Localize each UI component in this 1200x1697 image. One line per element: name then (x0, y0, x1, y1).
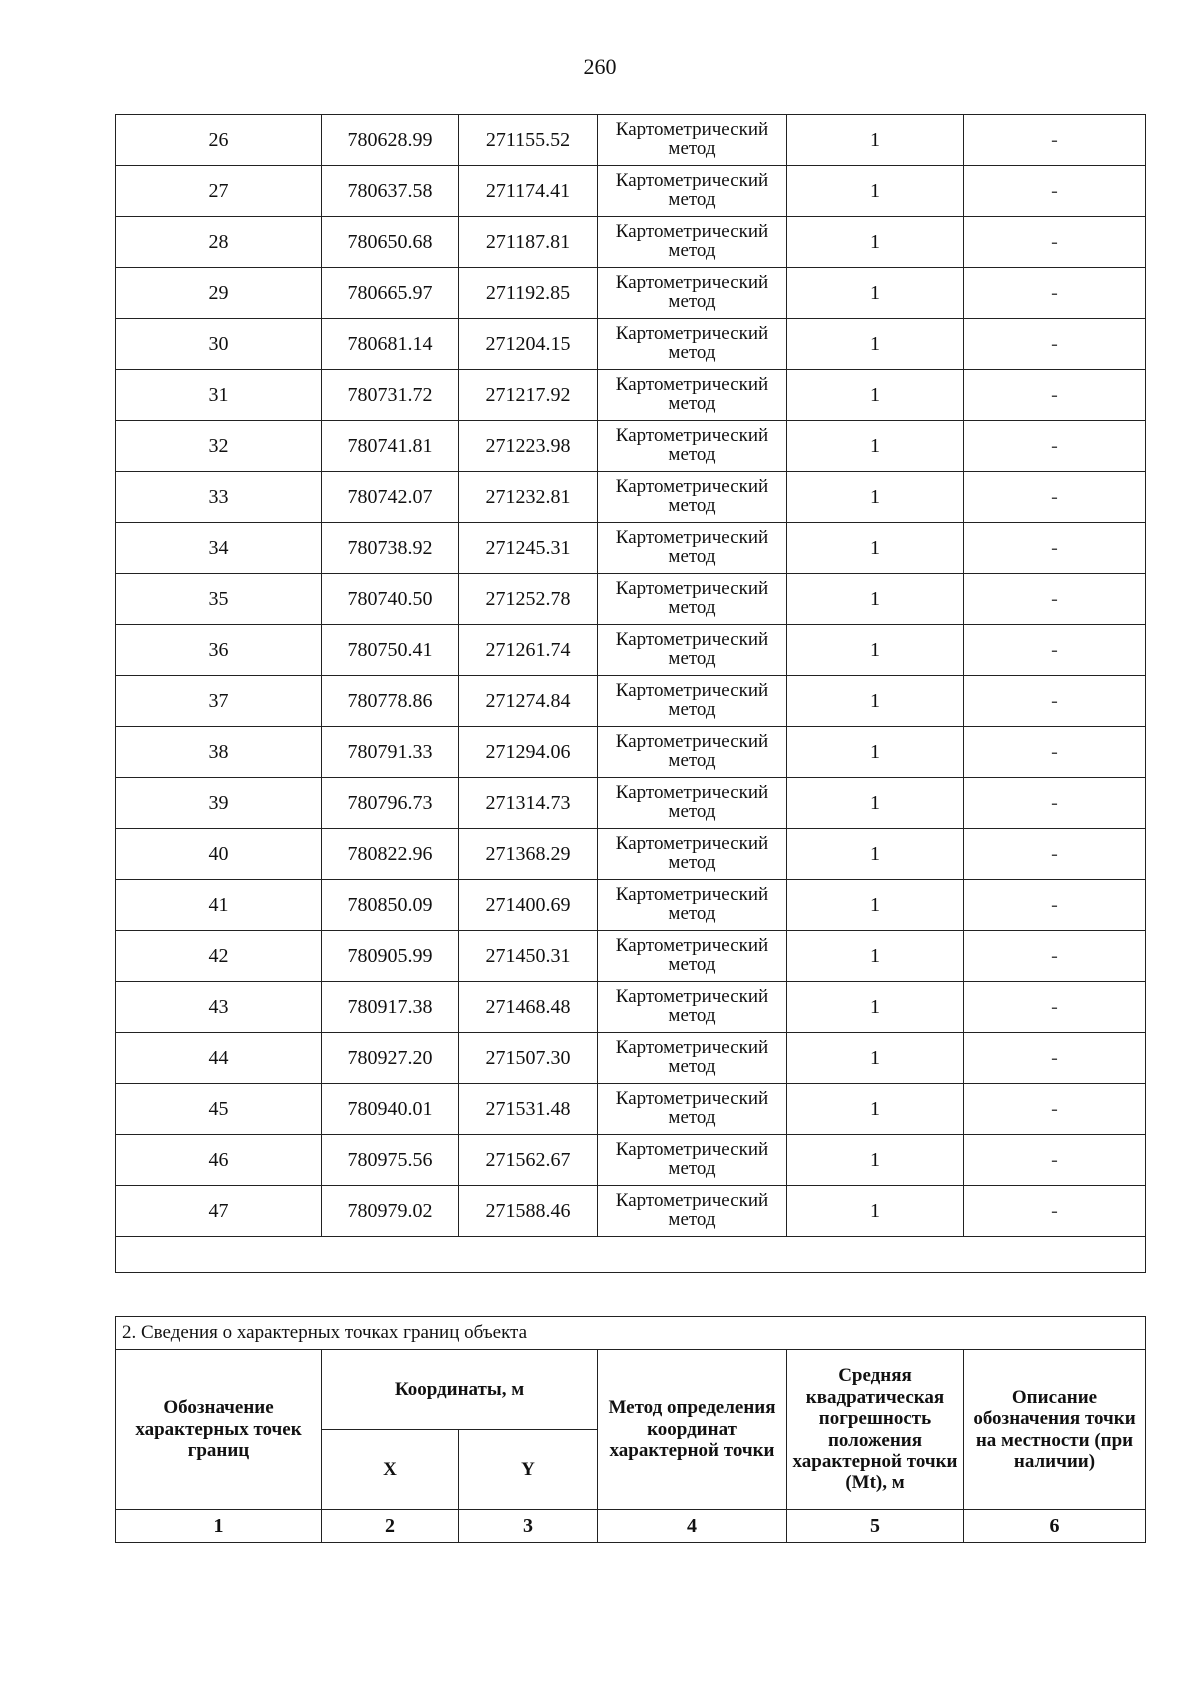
method-cell: Картометрический метод (598, 268, 787, 319)
point-number-cell: 44 (116, 1033, 322, 1084)
header-y: Y (459, 1430, 598, 1510)
error-cell: 1 (787, 1186, 964, 1237)
x-coordinate-cell: 780681.14 (322, 319, 459, 370)
x-coordinate-cell: 780741.81 (322, 421, 459, 472)
section2-table (115, 1316, 1146, 1543)
description-cell: - (964, 1135, 1146, 1186)
x-coordinate-cell: 780940.01 (322, 1084, 459, 1135)
table-row (116, 829, 1146, 880)
y-coordinate-cell: 271245.31 (459, 523, 598, 574)
error-cell: 1 (787, 217, 964, 268)
description-cell: - (964, 472, 1146, 523)
coordinates-table (115, 114, 1146, 1273)
method-cell: Картометрический метод (598, 421, 787, 472)
method-cell: Картометрический метод (598, 1135, 787, 1186)
column-number: 2 (322, 1510, 459, 1543)
x-coordinate-cell: 780742.07 (322, 472, 459, 523)
point-number-cell: 47 (116, 1186, 322, 1237)
method-cell: Картометрический метод (598, 829, 787, 880)
y-coordinate-cell: 271232.81 (459, 472, 598, 523)
error-cell: 1 (787, 778, 964, 829)
point-number-cell: 29 (116, 268, 322, 319)
table-row (116, 217, 1146, 268)
description-cell: - (964, 727, 1146, 778)
error-cell: 1 (787, 166, 964, 217)
y-coordinate-cell: 271155.52 (459, 115, 598, 166)
table-row (116, 1084, 1146, 1135)
error-cell: 1 (787, 1135, 964, 1186)
description-cell: - (964, 880, 1146, 931)
point-number-cell: 30 (116, 319, 322, 370)
page-number: 260 (583, 54, 617, 79)
point-number-cell: 46 (116, 1135, 322, 1186)
table-row (116, 1033, 1146, 1084)
y-coordinate-cell: 271562.67 (459, 1135, 598, 1186)
description-cell: - (964, 217, 1146, 268)
table-row (116, 370, 1146, 421)
description-cell: - (964, 931, 1146, 982)
error-cell: 1 (787, 472, 964, 523)
description-cell: - (964, 268, 1146, 319)
error-cell: 1 (787, 676, 964, 727)
x-coordinate-cell: 780750.41 (322, 625, 459, 676)
method-cell: Картометрический метод (598, 880, 787, 931)
table-row (116, 1186, 1146, 1237)
x-coordinate-cell: 780637.58 (322, 166, 459, 217)
method-cell: Картометрический метод (598, 472, 787, 523)
description-cell: - (964, 115, 1146, 166)
error-cell: 1 (787, 1084, 964, 1135)
method-cell: Картометрический метод (598, 1084, 787, 1135)
table-row (116, 982, 1146, 1033)
x-coordinate-cell: 780850.09 (322, 880, 459, 931)
description-cell: - (964, 778, 1146, 829)
coordinates-table-body (116, 115, 1146, 1273)
y-coordinate-cell: 271204.15 (459, 319, 598, 370)
description-cell: - (964, 574, 1146, 625)
y-coordinate-cell: 271507.30 (459, 1033, 598, 1084)
table-row (116, 268, 1146, 319)
error-cell: 1 (787, 268, 964, 319)
x-coordinate-cell: 780731.72 (322, 370, 459, 421)
table-row (116, 115, 1146, 166)
point-number-cell: 26 (116, 115, 322, 166)
header-description: Описание обозначения точки на местности (при наличии) (964, 1350, 1146, 1510)
method-cell: Картометрический метод (598, 727, 787, 778)
error-cell: 1 (787, 115, 964, 166)
method-cell: Картометрический метод (598, 115, 787, 166)
point-number-cell: 31 (116, 370, 322, 421)
method-cell: Картометрический метод (598, 625, 787, 676)
method-cell: Картометрический метод (598, 676, 787, 727)
y-coordinate-cell: 271368.29 (459, 829, 598, 880)
x-coordinate-cell: 780628.99 (322, 115, 459, 166)
x-coordinate-cell: 780650.68 (322, 217, 459, 268)
header-error: Средняя квадратическая погрешность положения характерной точки (Mt), м (787, 1350, 964, 1510)
table-row (116, 931, 1146, 982)
x-coordinate-cell: 780975.56 (322, 1135, 459, 1186)
error-cell: 1 (787, 829, 964, 880)
description-cell: - (964, 1186, 1146, 1237)
point-number-cell: 32 (116, 421, 322, 472)
table-row (116, 523, 1146, 574)
column-number: 3 (459, 1510, 598, 1543)
error-cell: 1 (787, 574, 964, 625)
method-cell: Картометрический метод (598, 931, 787, 982)
point-number-cell: 42 (116, 931, 322, 982)
y-coordinate-cell: 271174.41 (459, 166, 598, 217)
x-coordinate-cell: 780740.50 (322, 574, 459, 625)
x-coordinate-cell: 780905.99 (322, 931, 459, 982)
point-number-cell: 40 (116, 829, 322, 880)
error-cell: 1 (787, 727, 964, 778)
description-cell: - (964, 421, 1146, 472)
x-coordinate-cell: 780665.97 (322, 268, 459, 319)
table-row (116, 778, 1146, 829)
table-row (116, 1135, 1146, 1186)
error-cell: 1 (787, 421, 964, 472)
point-number-cell: 34 (116, 523, 322, 574)
description-cell: - (964, 982, 1146, 1033)
x-coordinate-cell: 780927.20 (322, 1033, 459, 1084)
description-cell: - (964, 523, 1146, 574)
y-coordinate-cell: 271192.85 (459, 268, 598, 319)
column-number: 5 (787, 1510, 964, 1543)
table-row (116, 166, 1146, 217)
description-cell: - (964, 1033, 1146, 1084)
column-number: 6 (964, 1510, 1146, 1543)
column-number: 1 (116, 1510, 322, 1543)
point-number-cell: 33 (116, 472, 322, 523)
point-number-cell: 45 (116, 1084, 322, 1135)
point-number-cell: 38 (116, 727, 322, 778)
header-x: X (322, 1430, 459, 1510)
header-designation: Обозначение характерных точек границ (116, 1350, 322, 1510)
method-cell: Картометрический метод (598, 982, 787, 1033)
point-number-cell: 37 (116, 676, 322, 727)
description-cell: - (964, 319, 1146, 370)
description-cell: - (964, 370, 1146, 421)
method-cell: Картометрический метод (598, 217, 787, 268)
column-number: 4 (598, 1510, 787, 1543)
method-cell: Картометрический метод (598, 319, 787, 370)
error-cell: 1 (787, 880, 964, 931)
x-coordinate-cell: 780979.02 (322, 1186, 459, 1237)
table-row (116, 319, 1146, 370)
error-cell: 1 (787, 982, 964, 1033)
error-cell: 1 (787, 370, 964, 421)
table-row (116, 472, 1146, 523)
error-cell: 1 (787, 625, 964, 676)
point-number-cell: 35 (116, 574, 322, 625)
method-cell: Картометрический метод (598, 778, 787, 829)
y-coordinate-cell: 271261.74 (459, 625, 598, 676)
y-coordinate-cell: 271252.78 (459, 574, 598, 625)
y-coordinate-cell: 271274.84 (459, 676, 598, 727)
y-coordinate-cell: 271187.81 (459, 217, 598, 268)
section-title: 2. Сведения о характерных точках границ объекта (116, 1317, 1146, 1350)
x-coordinate-cell: 780917.38 (322, 982, 459, 1033)
empty-row (116, 1237, 1146, 1273)
empty-cell (116, 1237, 1146, 1273)
error-cell: 1 (787, 931, 964, 982)
x-coordinate-cell: 780778.86 (322, 676, 459, 727)
description-cell: - (964, 166, 1146, 217)
y-coordinate-cell: 271314.73 (459, 778, 598, 829)
error-cell: 1 (787, 1033, 964, 1084)
description-cell: - (964, 676, 1146, 727)
error-cell: 1 (787, 523, 964, 574)
table-row (116, 625, 1146, 676)
table-row (116, 676, 1146, 727)
error-cell: 1 (787, 319, 964, 370)
point-number-cell: 36 (116, 625, 322, 676)
method-cell: Картометрический метод (598, 1186, 787, 1237)
table-row (116, 880, 1146, 931)
y-coordinate-cell: 271294.06 (459, 727, 598, 778)
description-cell: - (964, 829, 1146, 880)
header-method: Метод определения координат характерной точки (598, 1350, 787, 1510)
y-coordinate-cell: 271223.98 (459, 421, 598, 472)
y-coordinate-cell: 271531.48 (459, 1084, 598, 1135)
method-cell: Картометрический метод (598, 166, 787, 217)
y-coordinate-cell: 271468.48 (459, 982, 598, 1033)
x-coordinate-cell: 780791.33 (322, 727, 459, 778)
description-cell: - (964, 625, 1146, 676)
x-coordinate-cell: 780738.92 (322, 523, 459, 574)
method-cell: Картометрический метод (598, 1033, 787, 1084)
y-coordinate-cell: 271450.31 (459, 931, 598, 982)
point-number-cell: 39 (116, 778, 322, 829)
description-cell: - (964, 1084, 1146, 1135)
method-cell: Картометрический метод (598, 574, 787, 625)
method-cell: Картометрический метод (598, 523, 787, 574)
table-row (116, 421, 1146, 472)
y-coordinate-cell: 271588.46 (459, 1186, 598, 1237)
header-coordinates: Координаты, м (322, 1350, 598, 1430)
point-number-cell: 43 (116, 982, 322, 1033)
y-coordinate-cell: 271400.69 (459, 880, 598, 931)
y-coordinate-cell: 271217.92 (459, 370, 598, 421)
point-number-cell: 27 (116, 166, 322, 217)
x-coordinate-cell: 780822.96 (322, 829, 459, 880)
x-coordinate-cell: 780796.73 (322, 778, 459, 829)
point-number-cell: 41 (116, 880, 322, 931)
point-number-cell: 28 (116, 217, 322, 268)
table-row (116, 727, 1146, 778)
table-row (116, 574, 1146, 625)
method-cell: Картометрический метод (598, 370, 787, 421)
